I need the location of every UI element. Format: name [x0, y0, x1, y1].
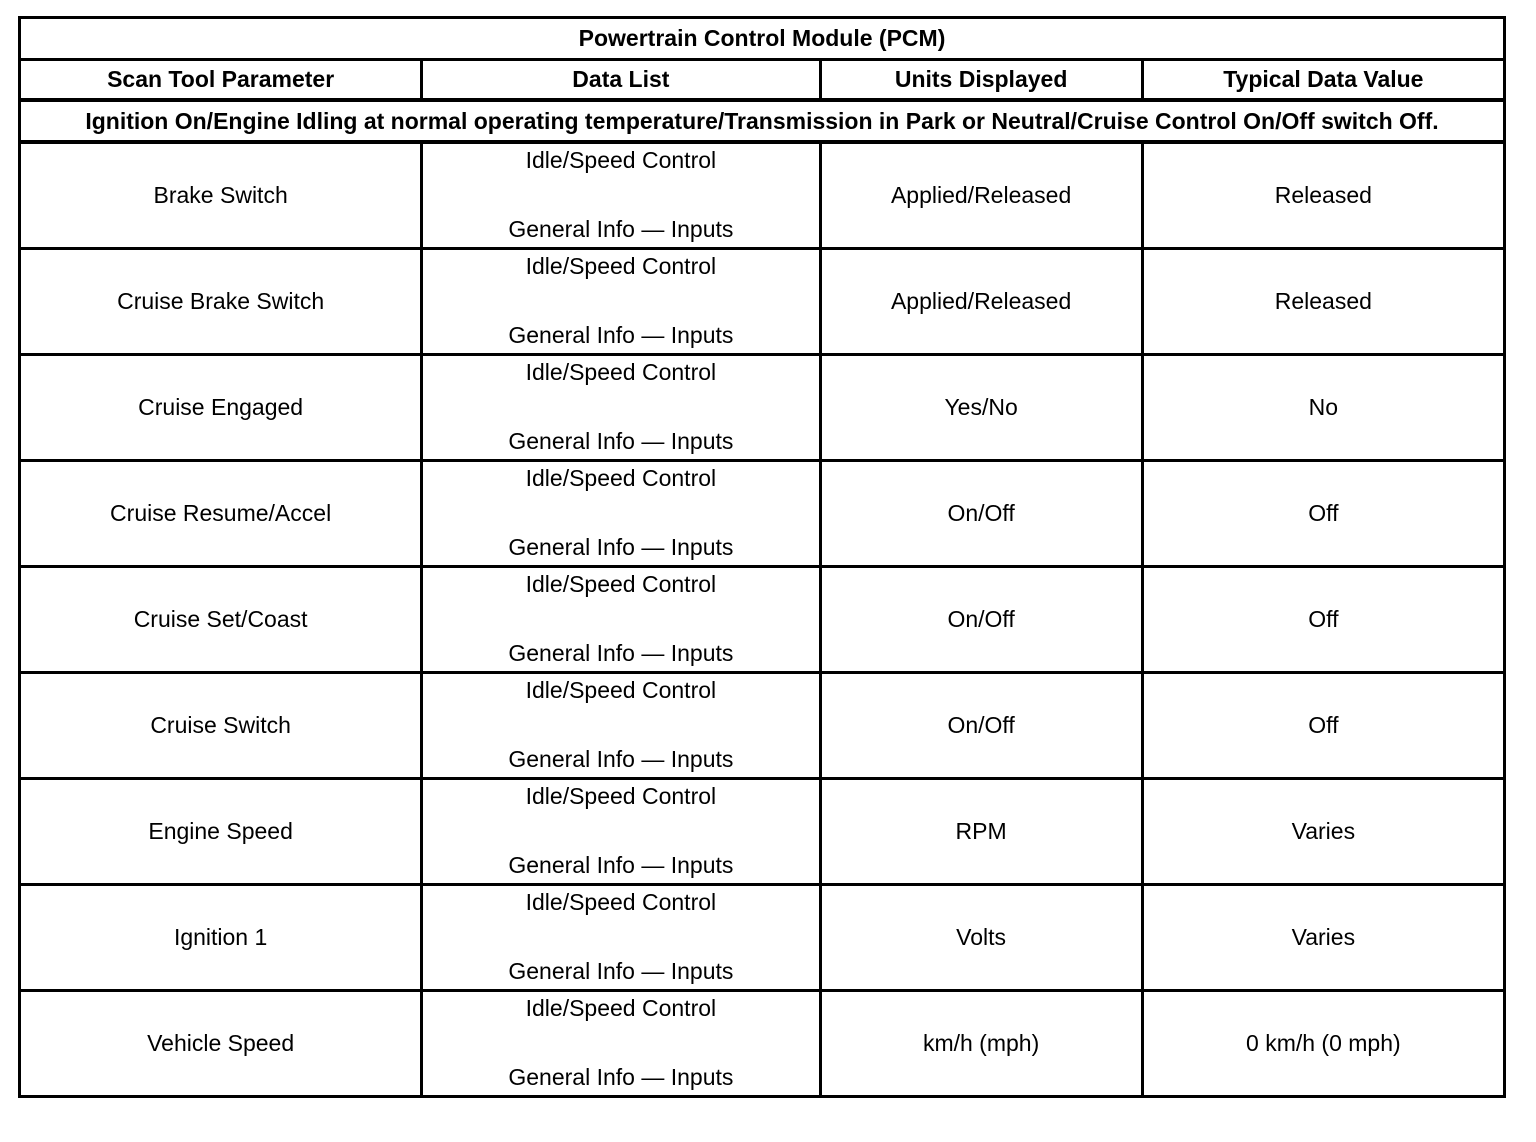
data-list-top: Idle/Speed Control [525, 571, 717, 597]
header-typical-data-value: Typical Data Value [1142, 60, 1504, 101]
data-list-top: Idle/Speed Control [525, 783, 717, 809]
cell-units: Volts [820, 885, 1142, 991]
cell-units: On/Off [820, 567, 1142, 673]
cell-parameter: Cruise Engaged [20, 355, 422, 461]
data-list-bottom: General Info — Inputs [508, 852, 734, 878]
cell-typical-value: Released [1142, 142, 1504, 249]
data-list-top: Idle/Speed Control [525, 359, 717, 385]
table-row [20, 673, 1505, 779]
cell-data-list [422, 991, 820, 1097]
data-list-stack [423, 144, 818, 247]
data-list-stack [423, 250, 818, 353]
cell-parameter: Vehicle Speed [20, 991, 422, 1097]
data-list-bottom: General Info — Inputs [508, 322, 734, 348]
data-list-stack [423, 462, 818, 565]
cell-typical-value: 0 km/h (0 mph) [1142, 991, 1504, 1097]
cell-typical-value: Off [1142, 567, 1504, 673]
cell-typical-value: Off [1142, 673, 1504, 779]
table-header-row [20, 60, 1505, 101]
data-list-bottom: General Info — Inputs [508, 746, 734, 772]
cell-data-list [422, 461, 820, 567]
data-list-top: Idle/Speed Control [525, 465, 717, 491]
table-row [20, 991, 1505, 1097]
table-title-row [20, 18, 1505, 60]
cell-units: Applied/Released [820, 249, 1142, 355]
data-list-top: Idle/Speed Control [525, 677, 717, 703]
cell-parameter: Cruise Brake Switch [20, 249, 422, 355]
data-list-top: Idle/Speed Control [525, 253, 717, 279]
table-title: Powertrain Control Module (PCM) [20, 18, 1505, 60]
cell-parameter: Cruise Set/Coast [20, 567, 422, 673]
cell-data-list [422, 567, 820, 673]
cell-units: RPM [820, 779, 1142, 885]
cell-typical-value: Varies [1142, 885, 1504, 991]
cell-units: On/Off [820, 461, 1142, 567]
data-list-top: Idle/Speed Control [525, 889, 717, 915]
table-row [20, 461, 1505, 567]
data-list-bottom: General Info — Inputs [508, 216, 734, 242]
cell-parameter: Engine Speed [20, 779, 422, 885]
data-list-stack [423, 674, 818, 777]
data-list-bottom: General Info — Inputs [508, 428, 734, 454]
condition-row [20, 100, 1505, 142]
header-scan-tool-parameter: Scan Tool Parameter [20, 60, 422, 101]
data-list-bottom: General Info — Inputs [508, 958, 734, 984]
data-list-bottom: General Info — Inputs [508, 640, 734, 666]
header-units-displayed: Units Displayed [820, 60, 1142, 101]
data-list-bottom: General Info — Inputs [508, 1064, 734, 1090]
cell-units: km/h (mph) [820, 991, 1142, 1097]
data-list-top: Idle/Speed Control [525, 147, 717, 173]
cell-parameter: Cruise Resume/Accel [20, 461, 422, 567]
cell-data-list [422, 142, 820, 249]
cell-units: On/Off [820, 673, 1142, 779]
cell-typical-value: Released [1142, 249, 1504, 355]
table-row [20, 779, 1505, 885]
cell-units: Yes/No [820, 355, 1142, 461]
table-row [20, 567, 1505, 673]
cell-data-list [422, 355, 820, 461]
table-row [20, 355, 1505, 461]
cell-data-list [422, 249, 820, 355]
cell-data-list [422, 779, 820, 885]
data-list-stack [423, 356, 818, 459]
cell-typical-value: Off [1142, 461, 1504, 567]
pcm-data-table [18, 16, 1506, 1098]
cell-parameter: Cruise Switch [20, 673, 422, 779]
table-row [20, 249, 1505, 355]
data-list-bottom: General Info — Inputs [508, 534, 734, 560]
operating-condition: Ignition On/Engine Idling at normal operating temperature/Transmission in Park or Neutral/Cruise Control On/Off switch Off. [20, 100, 1505, 142]
header-data-list: Data List [422, 60, 820, 101]
data-list-stack [423, 886, 818, 989]
cell-typical-value: No [1142, 355, 1504, 461]
table-row [20, 142, 1505, 249]
data-list-stack [423, 992, 818, 1095]
data-list-stack [423, 568, 818, 671]
cell-parameter: Ignition 1 [20, 885, 422, 991]
cell-data-list [422, 885, 820, 991]
cell-typical-value: Varies [1142, 779, 1504, 885]
cell-data-list [422, 673, 820, 779]
cell-units: Applied/Released [820, 142, 1142, 249]
table-row [20, 885, 1505, 991]
cell-parameter: Brake Switch [20, 142, 422, 249]
data-list-stack [423, 780, 818, 883]
data-list-top: Idle/Speed Control [525, 995, 717, 1021]
